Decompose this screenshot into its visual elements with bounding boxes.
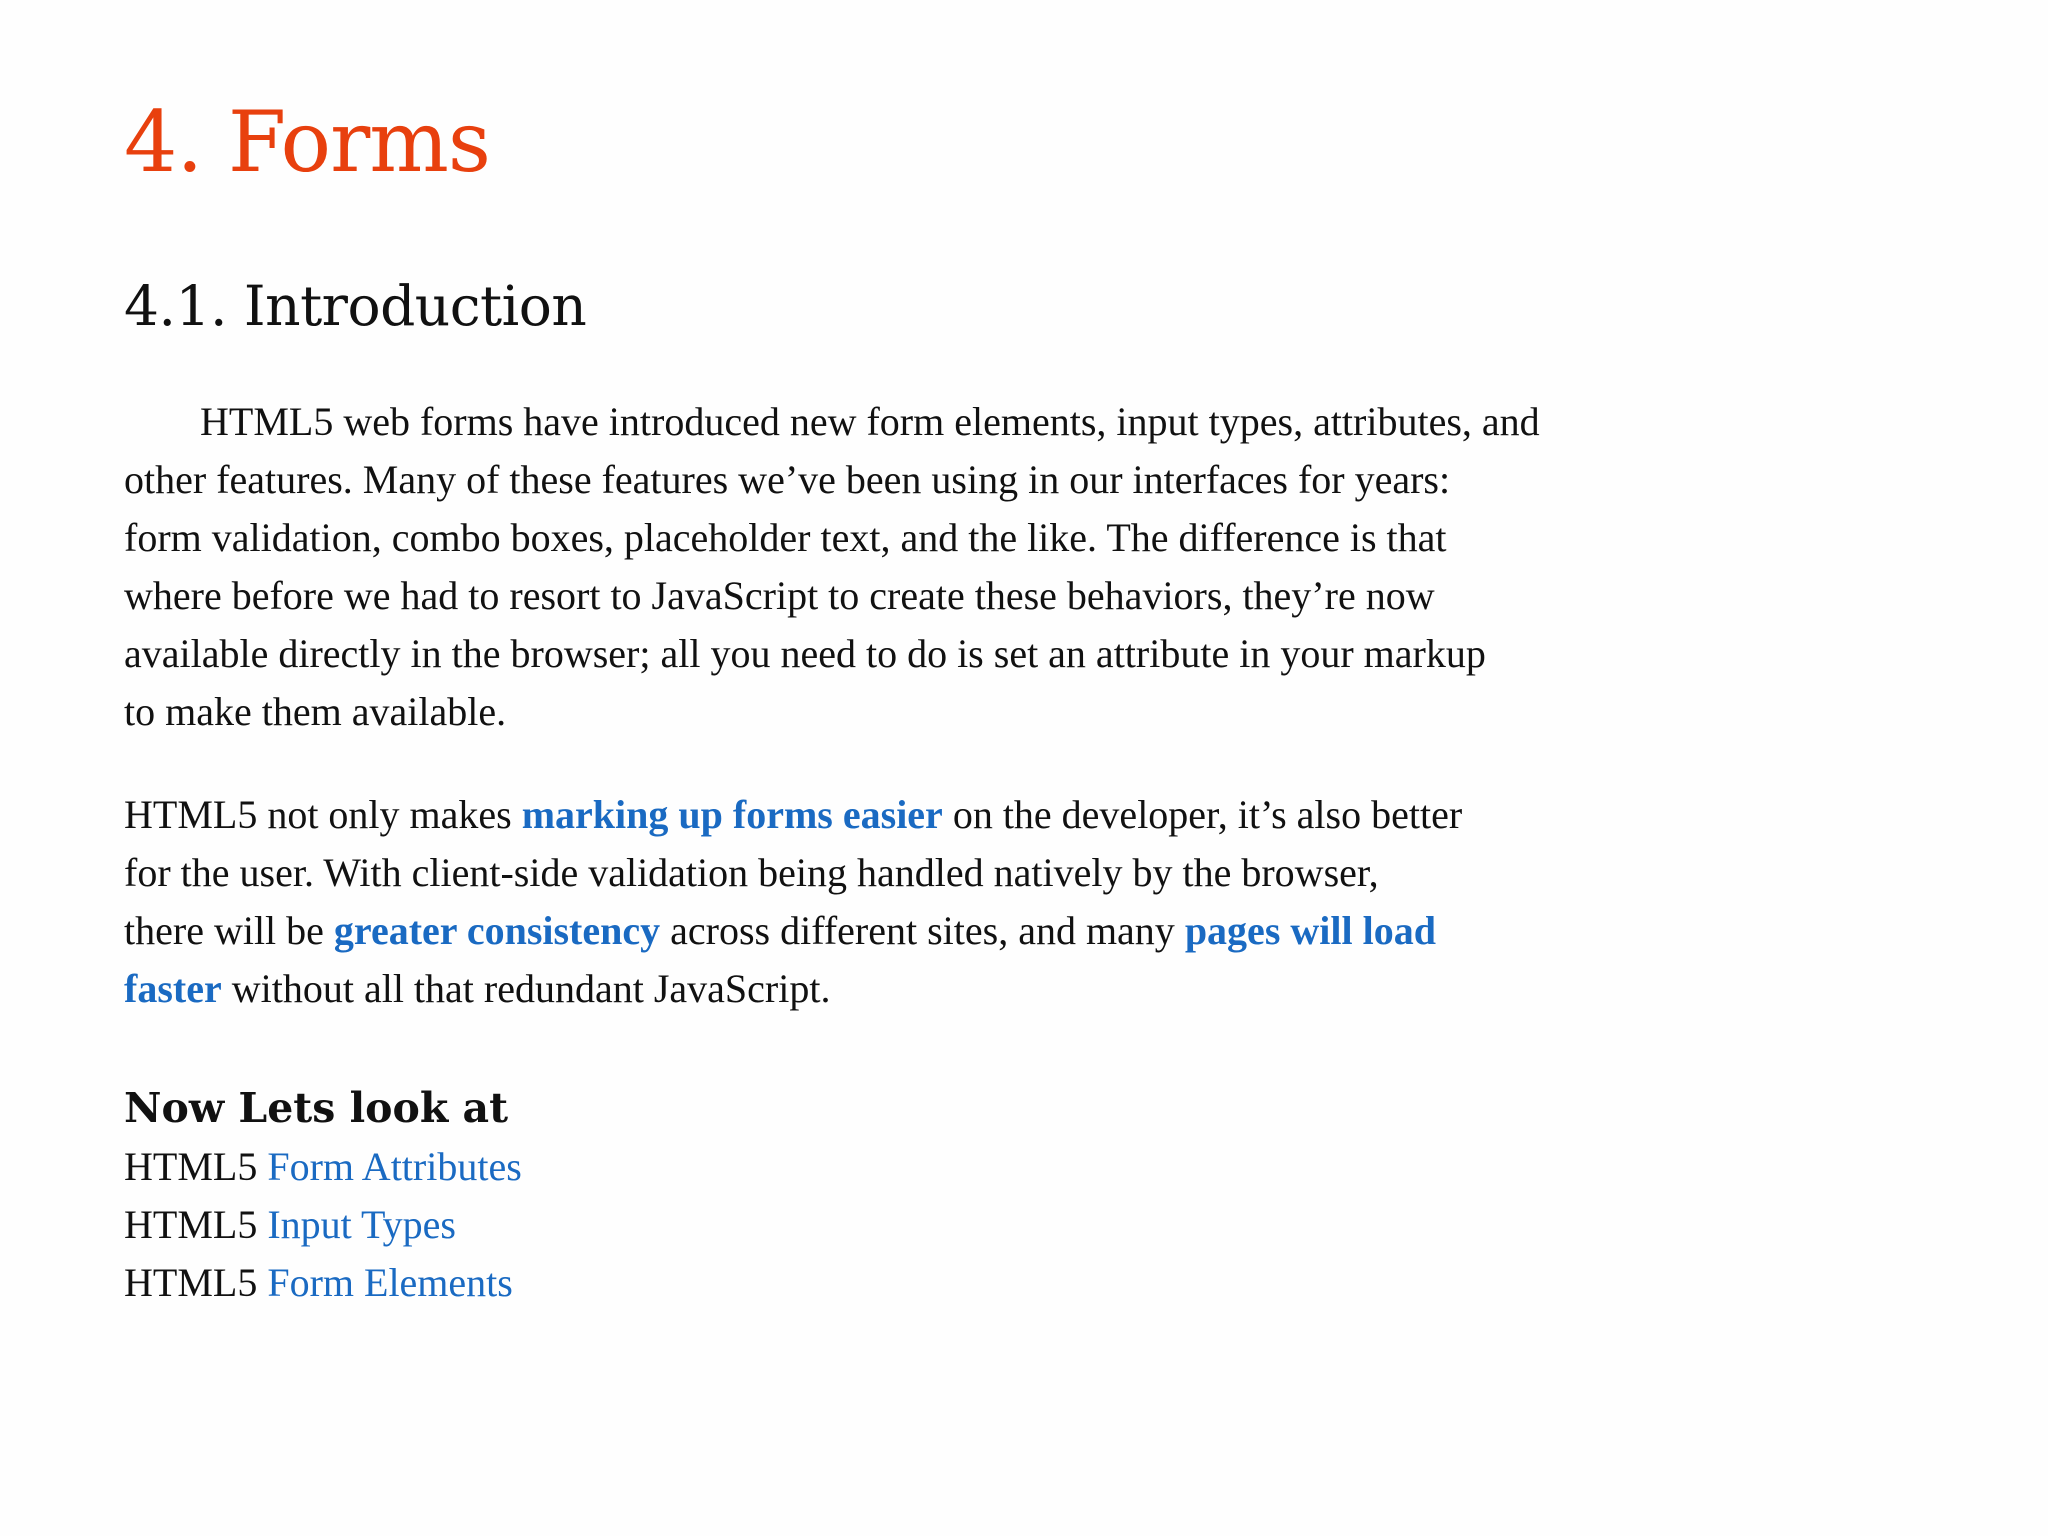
intro-line: available directly in the browser; all you need to do is set an attribute in your markup — [124, 631, 1486, 676]
see-also-section — [124, 1078, 1024, 1312]
see-also-prefix: HTML5 — [124, 1144, 268, 1189]
list-item — [124, 1254, 1024, 1312]
pages-will-load-faster-link[interactable]: pages will load — [1184, 908, 1436, 953]
see-also-prefix: HTML5 — [124, 1202, 268, 1247]
list-item — [124, 1138, 1024, 1196]
benefits-text: on the developer, it’s also better — [942, 792, 1463, 837]
benefits-line — [124, 786, 1684, 844]
benefits-line — [124, 960, 1684, 1018]
see-also-prefix: HTML5 — [124, 1260, 268, 1305]
intro-line: where before we had to resort to JavaScript to create these behaviors, they’re now — [124, 573, 1435, 618]
chapter-title: 4. Forms — [124, 93, 491, 191]
greater-consistency-link[interactable]: greater consistency — [333, 908, 661, 953]
intro-line: other features. Many of these features we’ve been using in our interfaces for years: — [124, 457, 1451, 502]
input-types-link[interactable]: Input Types — [267, 1202, 456, 1247]
benefits-text: HTML5 not only makes — [124, 792, 522, 837]
intro-line-text: HTML5 web forms have introduced new form elements, input types, attributes, and — [200, 399, 1540, 444]
benefits-text: across different sites, and many — [660, 908, 1185, 953]
benefits-line: for the user. With client-side validation being handled natively by the browser, — [124, 850, 1379, 895]
see-also-heading: Now Lets look at — [124, 1084, 509, 1132]
intro-line: to make them available. — [124, 689, 507, 734]
form-elements-link[interactable]: Form Elements — [267, 1260, 513, 1305]
list-item — [124, 1196, 1024, 1254]
marking-up-forms-easier-link[interactable]: marking up forms easier — [521, 792, 943, 837]
benefits-paragraph — [124, 786, 1684, 1018]
intro-line — [124, 393, 1684, 451]
benefits-line — [124, 902, 1684, 960]
benefits-text: without all that redundant JavaScript. — [221, 966, 831, 1011]
pages-will-load-faster-link-continued[interactable]: faster — [124, 966, 222, 1011]
section-title: 4.1. Introduction — [124, 274, 587, 338]
intro-paragraph — [124, 393, 1684, 741]
form-attributes-link[interactable]: Form Attributes — [267, 1144, 522, 1189]
intro-line: form validation, combo boxes, placeholder text, and the like. The difference is that — [124, 515, 1447, 560]
benefits-text: there will be — [124, 908, 334, 953]
see-also-list — [124, 1138, 1024, 1312]
